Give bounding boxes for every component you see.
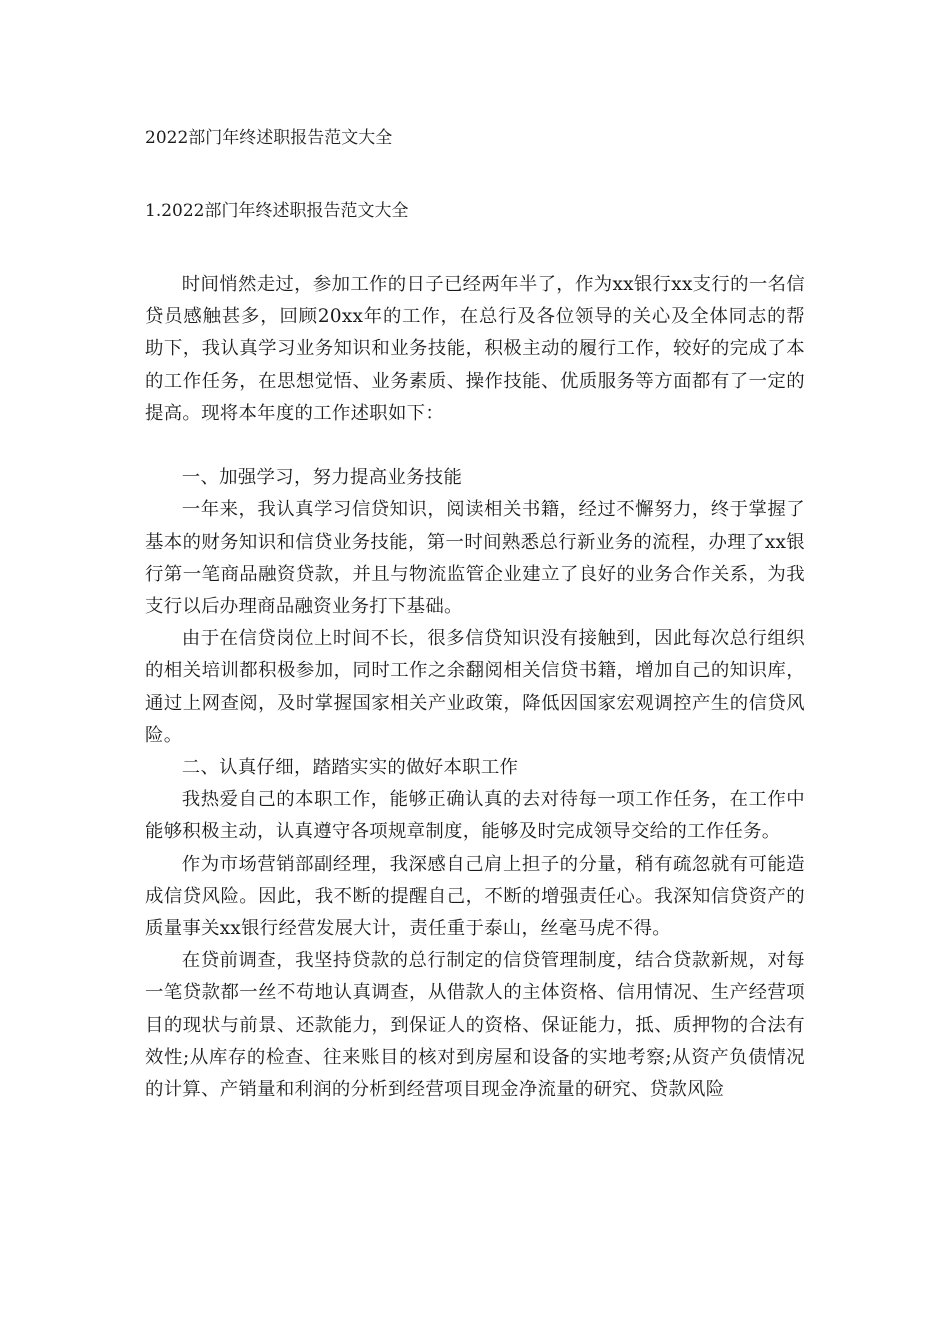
- paragraph: 我热爱自己的本职工作，能够正确认真的去对待每一项工作任务，在工作中能够积极主动，认真遵守各项规章制度，能够及时完成领导交给的工作任务。: [145, 789, 805, 843]
- paragraph-intro: 时间悄然走过，参加工作的日子已经两年半了，作为xx银行xx支行的一名信贷员感触甚多，回顾20xx年的工作，在总行及各位领导的关心及全体同志的帮助下，我认真学习业务知识和业务技能，积极主动的履行工作，较好的完成了本的工作任务，在思想觉悟、业务素质、操作技能、优质服务等方面都有了一定的提高。现将本年度的工作述职如下：: [145, 274, 805, 424]
- paragraph: 在贷前调查，我坚持贷款的总行制定的信贷管理制度，结合贷款新规，对每一笔贷款都一丝不苟地认真调查，从借款人的主体资格、信用情况、生产经营项目的现状与前景、还款能力，到保证人的资格、保证能力，抵、质押物的合法有效性;从库存的检查、往来账目的核对到房屋和设备的实地考察;从资产负债情况的计算、产销量和利润的分析到经营项目现金净流量的研究、贷款风险: [145, 950, 805, 1101]
- paragraph: 作为市场营销部副经理，我深感自己肩上担子的分量，稍有疏忽就有可能造成信贷风险。因此，我不断的提醒自己，不断的增强责任心。我深知信贷资产的质量事关xx银行经营发展大计，责任重于泰山，丝毫马虎不得。: [145, 853, 805, 940]
- heading-work: 二、认真仔细，踏踏实实的做好本职工作: [181, 757, 519, 779]
- document-body: [145, 269, 805, 1106]
- section-title: 1.2022部门年终述职报告范文大全: [145, 201, 409, 221]
- document-title: 2022部门年终述职报告范文大全: [145, 128, 393, 148]
- paragraph: 一年来，我认真学习信贷知识，阅读相关书籍，经过不懈努力，终于掌握了基本的财务知识和信贷业务技能，第一时间熟悉总行新业务的流程，办理了xx银行第一笔商品融资贷款，并且与物流监管企业建立了良好的业务合作关系，为我支行以后办理商品融资业务打下基础。: [145, 499, 805, 618]
- heading-study: 一、加强学习，努力提高业务技能: [181, 467, 463, 489]
- paragraph: 由于在信贷岗位上时间不长，很多信贷知识没有接触到，因此每次总行组织的相关培训都积极参加，同时工作之余翻阅相关信贷书籍，增加自己的知识库，通过上网查阅，及时掌握国家相关产业政策，降低因国家宏观调控产生的信贷风险。: [145, 628, 805, 746]
